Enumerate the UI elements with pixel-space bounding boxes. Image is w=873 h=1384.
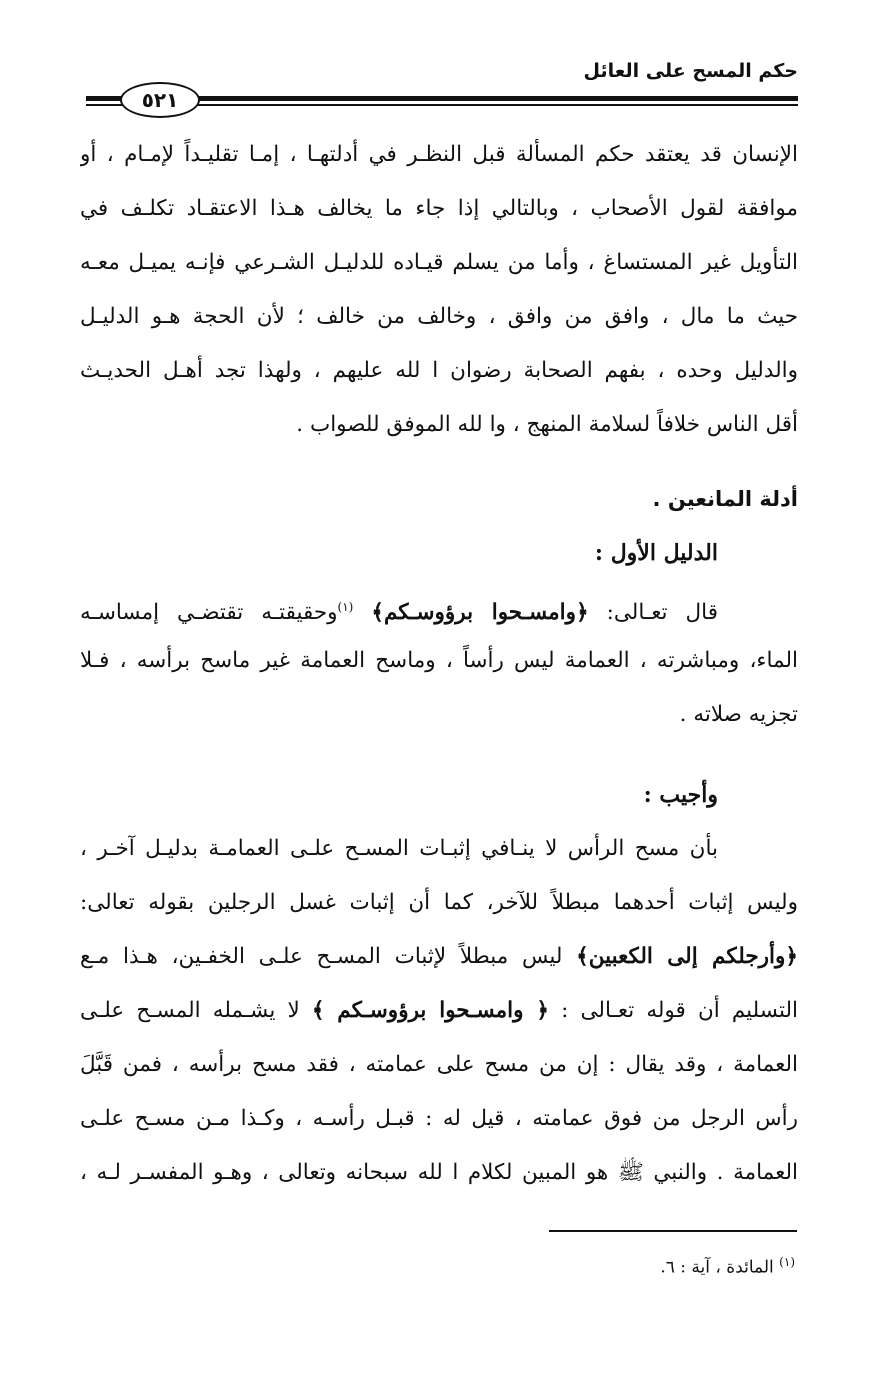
body-line: وليس إثبات أحدهما مبطلاً للآخر، كما أن إثبات غسل الرجلين بقوله تعالى: [80, 890, 798, 915]
body-line: بأن مسح الرأس لا ينـافي إثبـات المسـح علـى العمامـة بدليـل آخـر ، [80, 836, 718, 861]
body-line: رأس الرجل من فوق عمامته ، قيل له : قبـل رأسـه ، وكـذا مـن مسـح علـى [80, 1106, 798, 1131]
text-run: التسليم أن قوله تعـالى : [548, 998, 798, 1023]
subsection-heading: الدليل الأول : [594, 540, 718, 566]
footnote-marker: (١) [779, 1255, 795, 1269]
quran-verse: ﴿وامسـحوا برؤوسـكم﴾ [371, 600, 589, 626]
body-line [80, 930, 798, 984]
subsection-heading: وأجيب : [643, 782, 718, 808]
footnote [660, 1255, 795, 1278]
quran-verse: ﴿ وامسـحوا برؤوسـكم ﴾ [311, 998, 549, 1023]
body-line [80, 984, 798, 1038]
section-heading: أدلة المانعين . [652, 487, 798, 511]
body-line: الماء، ومباشرته ، العمامة ليس رأساً ، وماسح العمامة غير ماسح برأسه ، فـلا [80, 648, 798, 673]
body-line [80, 580, 798, 634]
text-run: لا يشـمله المسـح علـى [80, 998, 312, 1023]
running-title: حكم المسح على العائل [583, 60, 798, 82]
quran-verse: ﴿وأرجلكم إلى الكعبين﴾ [576, 944, 798, 969]
page-header [86, 52, 798, 122]
text-run: ليس مبطلاً لإثبات المسـح علـى الخفـين، هـذا مـع [80, 944, 577, 969]
body-line: الإنسان قد يعتقد حكم المسألة قبل النظـر في أدلتهـا ، إمـا تقليـداً لإمـام ، أو [80, 142, 798, 167]
spacer [80, 742, 798, 768]
footnote-text: المائدة ، آية : ٦. [660, 1257, 780, 1278]
body-line: موافقة لقول الأصحاب ، وبالتالي إذا جاء ما يخالف هـذا الاعتقـاد تكلـف في [80, 196, 798, 221]
body-line: العمامة . والنبي ﷺ هو المبين لكلام ا لله سبحانه وتعالى ، وهـو المفسـر لـه ، [80, 1160, 798, 1185]
body-line: أقل الناس خلافاً لسلامة المنهج ، وا لله الموفق للصواب . [296, 412, 798, 437]
text-run: وحقيقتـه تقتضـي إمساسـه [80, 600, 338, 626]
footnote-marker: (١) [337, 600, 354, 614]
page-body [80, 128, 798, 1200]
body-line: تجزيه صلاته . [679, 702, 798, 727]
body-line: حيث ما مال ، وافق من وافق ، وخالف من خالف ؛ لأن الحجة هـو الدليـل [80, 304, 798, 329]
page-number: ٥٢١ [141, 88, 179, 112]
page-number-badge [120, 82, 200, 118]
footnote-separator [549, 1230, 797, 1232]
spacer [80, 452, 798, 472]
text-run: قال تعـالى: [588, 600, 718, 626]
body-line: التأويل غير المستساغ ، وأما من يسلم قيـاده للدليـل الشـرعي فإنـه يميـل معـه [80, 250, 798, 275]
body-line: العمامة ، وقد يقال : إن من مسح على عمامته ، فقد مسح برأسه ، فمن قَبَّلَ [80, 1052, 798, 1077]
body-line: والدليل وحده ، بفهم الصحابة رضوان ا لله عليهم ، ولهذا تجد أهـل الحديـث [80, 358, 798, 383]
